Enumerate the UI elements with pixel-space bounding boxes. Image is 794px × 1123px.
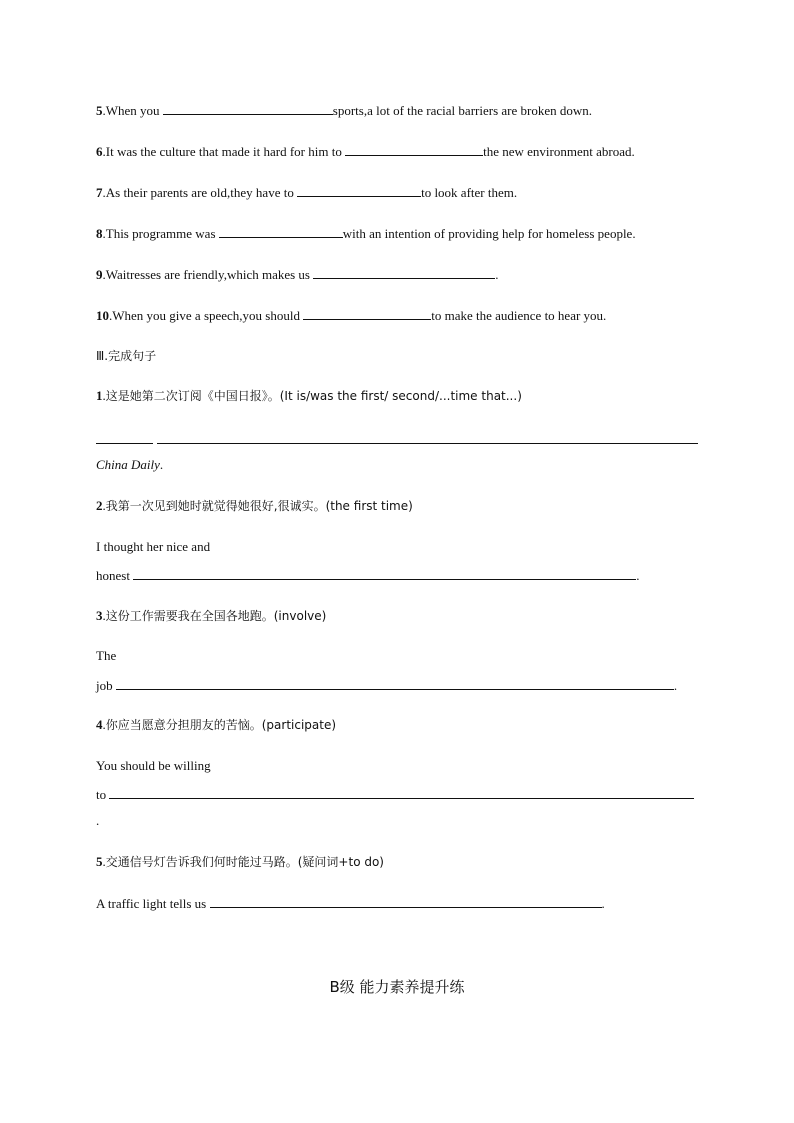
- sentence-number: 1: [96, 388, 103, 403]
- section-heading: Ⅲ.完成句子: [96, 349, 157, 363]
- lead-word: to: [96, 787, 107, 802]
- answer-blank[interactable]: [297, 184, 421, 197]
- sentence-4-answer: [96, 786, 694, 803]
- sentence-2-answer: [96, 567, 639, 584]
- sentence-3-prompt: 3.这份工作需要我在全国各地跑。(involve): [96, 608, 327, 623]
- sentence-prompt: 你应当愿意分担朋友的苦恼。(participate): [105, 718, 337, 732]
- question-number: 9: [96, 267, 103, 282]
- question-text: with an intention of providing help for homeless people.: [342, 226, 636, 241]
- period: .: [636, 568, 640, 583]
- answer-blank[interactable]: [210, 895, 602, 908]
- lead-word: job: [96, 678, 113, 693]
- sentence-2-lead: I thought her nice and: [96, 539, 211, 554]
- question-text: .: [495, 267, 499, 282]
- question-number: 10: [96, 308, 109, 323]
- question-text: to make the audience to hear you.: [431, 308, 607, 323]
- sentence-4-lead: You should be willing: [96, 758, 211, 773]
- period: .: [601, 896, 605, 911]
- question-number: 8: [96, 226, 103, 241]
- period: .: [673, 678, 678, 693]
- sentence-1-continuation: [96, 457, 163, 473]
- question-text: sports,a lot of the racial barriers are broken down.: [332, 103, 592, 118]
- answer-blank[interactable]: [303, 307, 431, 320]
- sentence-4-prompt: 4.你应当愿意分担朋友的苦恼。(participate): [96, 717, 337, 732]
- period: .: [96, 813, 100, 828]
- sentence-3-answer: [96, 677, 677, 694]
- sentence-5-answer: [96, 895, 605, 912]
- question-text: This programme was: [105, 226, 219, 241]
- sentence-number: 4: [96, 717, 103, 732]
- answer-blank[interactable]: [109, 786, 694, 799]
- question-text: to look after them.: [421, 185, 518, 200]
- section-b-title: B级 能力素养提升练: [329, 978, 465, 996]
- question-number: 7: [96, 185, 103, 200]
- question-text: When you: [105, 103, 163, 118]
- answer-line[interactable]: [157, 443, 698, 444]
- sentence-prompt: 这是她第二次订阅《中国日报》。(It is/was the first/ second/...time that...): [105, 389, 522, 403]
- question-9: 9.Waitresses are friendly,which makes us .: [96, 267, 499, 282]
- question-number: 5: [96, 103, 103, 118]
- sentence-5-prompt: 5.交通信号灯告诉我们何时能过马路。(疑问词+to do): [96, 854, 384, 869]
- sentence-prompt: 我第一次见到她时就觉得她很好,很诚实。(the first time): [105, 499, 413, 513]
- sentence-prompt: 这份工作需要我在全国各地跑。(involve): [105, 609, 327, 623]
- answer-blank[interactable]: [345, 143, 483, 156]
- answer-blank[interactable]: [163, 102, 333, 115]
- sentence-number: 2: [96, 498, 103, 513]
- continuation-text: China Daily: [96, 457, 160, 472]
- sentence-2-prompt: 2.我第一次见到她时就觉得她很好,很诚实。(the first time): [96, 498, 413, 513]
- lead-word: A traffic light tells us: [96, 896, 207, 911]
- question-text: It was the culture that made it hard for him to: [105, 144, 346, 159]
- answer-blank[interactable]: [313, 266, 495, 279]
- question-7: 7.As their parents are old,they have to to look after them.: [96, 185, 518, 200]
- answer-blank[interactable]: [219, 225, 343, 238]
- period: .: [159, 457, 164, 472]
- answer-blank[interactable]: [116, 677, 674, 690]
- sentence-number: 5: [96, 854, 103, 869]
- answer-blank[interactable]: [133, 567, 636, 580]
- question-number: 6: [96, 144, 103, 159]
- lead-word: honest: [96, 568, 130, 583]
- question-text: the new environment abroad.: [483, 144, 635, 159]
- question-text: When you give a speech,you should: [112, 308, 304, 323]
- question-text: Waitresses are friendly,which makes us: [105, 267, 314, 282]
- question-text: As their parents are old,they have to: [105, 185, 298, 200]
- answer-line[interactable]: [96, 443, 153, 444]
- question-10: 10.When you give a speech,you should to make the audience to hear you.: [96, 308, 607, 323]
- question-5: 5.When you sports,a lot of the racial barriers are broken down.: [96, 103, 592, 118]
- sentence-3-lead: The: [96, 648, 117, 663]
- question-6: 6.It was the culture that made it hard for him to the new environment abroad.: [96, 144, 635, 159]
- sentence-1-prompt: 1.这是她第二次订阅《中国日报》。(It is/was the first/ second/...time that...): [96, 388, 522, 403]
- question-8: 8.This programme was with an intention of providing help for homeless people.: [96, 226, 636, 241]
- sentence-number: 3: [96, 608, 103, 623]
- sentence-prompt: 交通信号灯告诉我们何时能过马路。(疑问词+to do): [105, 855, 384, 869]
